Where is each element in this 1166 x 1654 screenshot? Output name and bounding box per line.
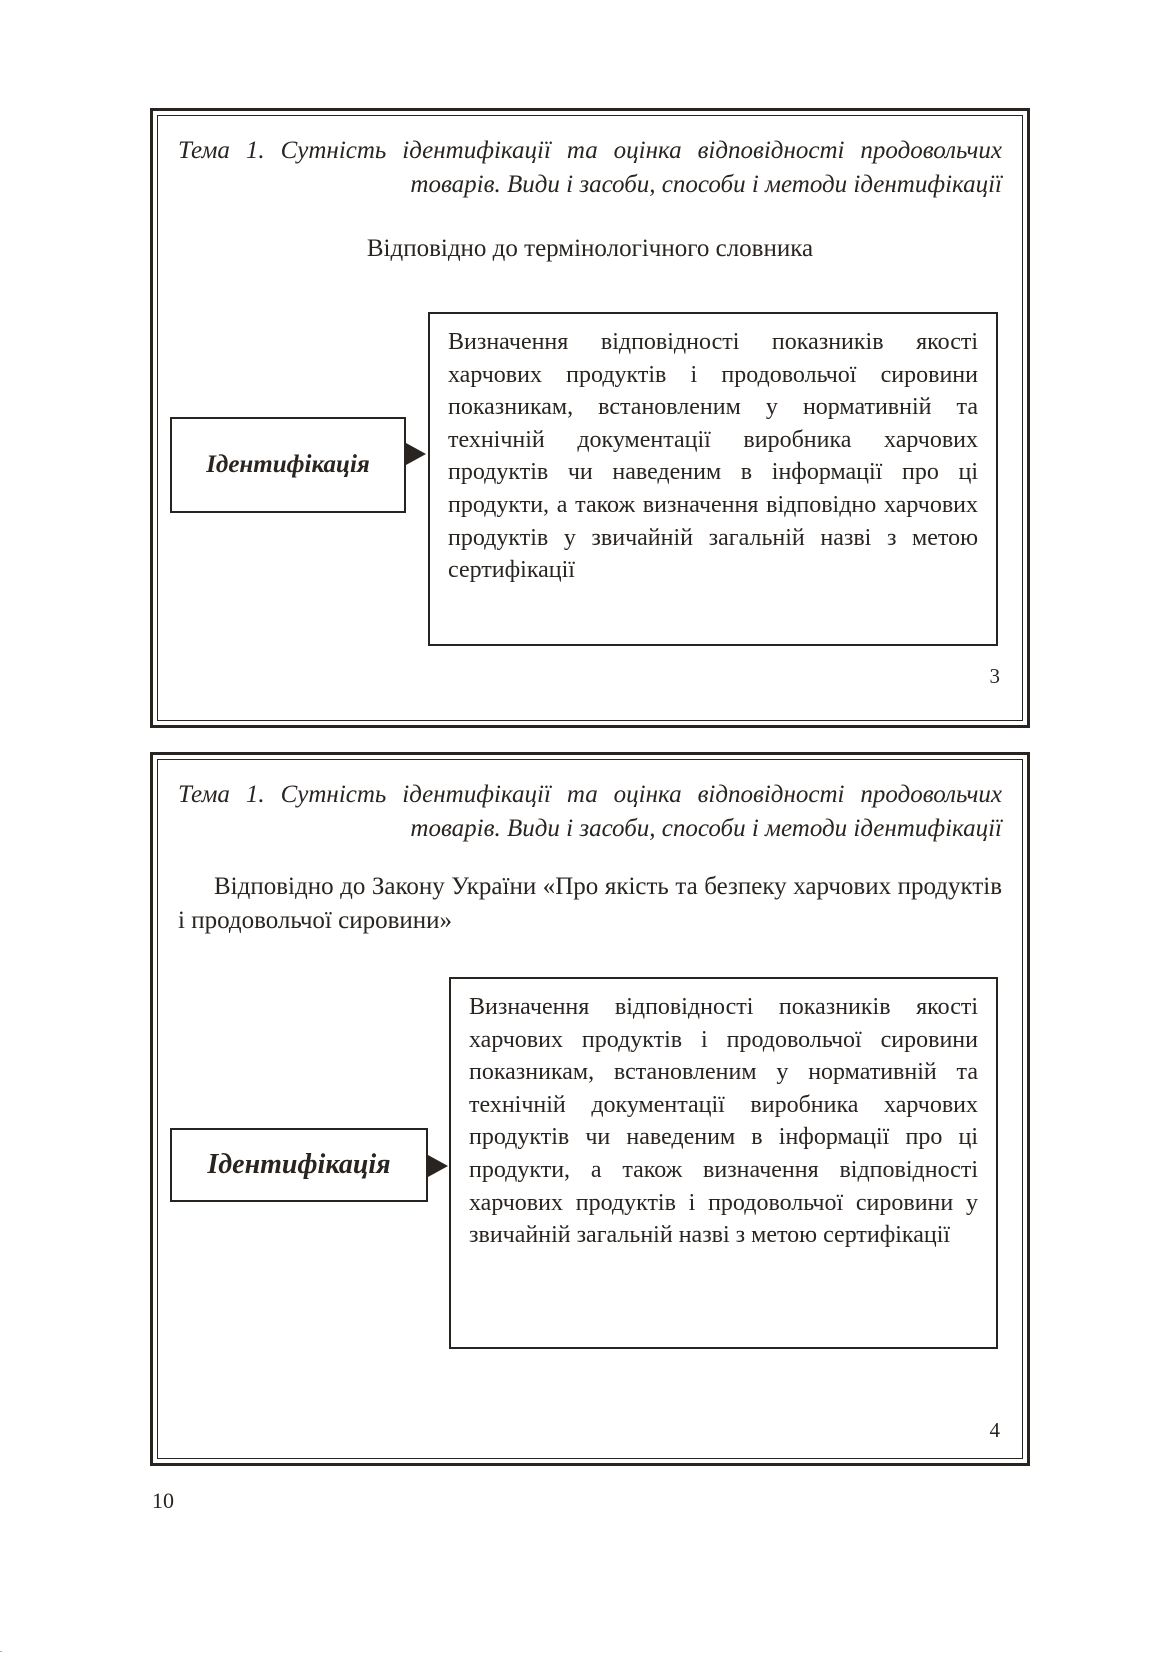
slide-page-number: 4 <box>989 1418 1000 1442</box>
slide-title: Тема 1. Сутність ідентифікації та оцінка відповідності продовольчих товарів. Види і засоби, способи і методи ідентифікації <box>178 781 1002 842</box>
term-label: Ідентифікація <box>206 451 370 478</box>
slide-page-number: 3 <box>989 664 1000 688</box>
slide-4 <box>150 752 1030 1466</box>
arrow-right-icon <box>406 443 426 465</box>
slide-title: Тема 1. Сутність ідентифікації та оцінка відповідності продовольчих товарів. Види і засоби, способи і методи ідентифікації <box>178 137 1002 198</box>
slide-subtitle: Відповідно до Закону України «Про якість та безпеку харчових продуктів і продовольчої сировини» <box>178 873 1002 934</box>
document-page-number: 10 <box>152 1488 174 1513</box>
definition-box: Визначення відповідності показників якості харчових продуктів і продовольчої сировини показникам, встановленим у нормативній та технічній документації виробника харчових продуктів чи наведеним в інформації про ці продукти, а також визначення відповідно харчових продуктів у звичайній загальній назві з метою сертифікації <box>428 312 998 646</box>
term-box <box>170 1128 428 1202</box>
definition-box: Визначення відповідності показників якості харчових продуктів і продовольчої сировини показникам, встановленим у нормативній та технічній документації виробника харчових продуктів чи наведеним в інформації про ці продукти, а також визначення відповідності харчових продуктів і продовольчої сировини у звичайній загальній назві з метою сертифікації <box>449 977 998 1349</box>
corner-mark: . <box>0 1645 2 1654</box>
slide-inner-border <box>157 759 1023 1459</box>
arrow-right-icon <box>428 1155 448 1177</box>
slide-inner-border <box>157 115 1023 721</box>
term-box <box>170 417 406 513</box>
slide-3 <box>150 108 1030 728</box>
slide-subtitle: Відповідно до термінологічного словника <box>366 235 814 262</box>
term-label: Ідентифікація <box>207 1149 391 1180</box>
